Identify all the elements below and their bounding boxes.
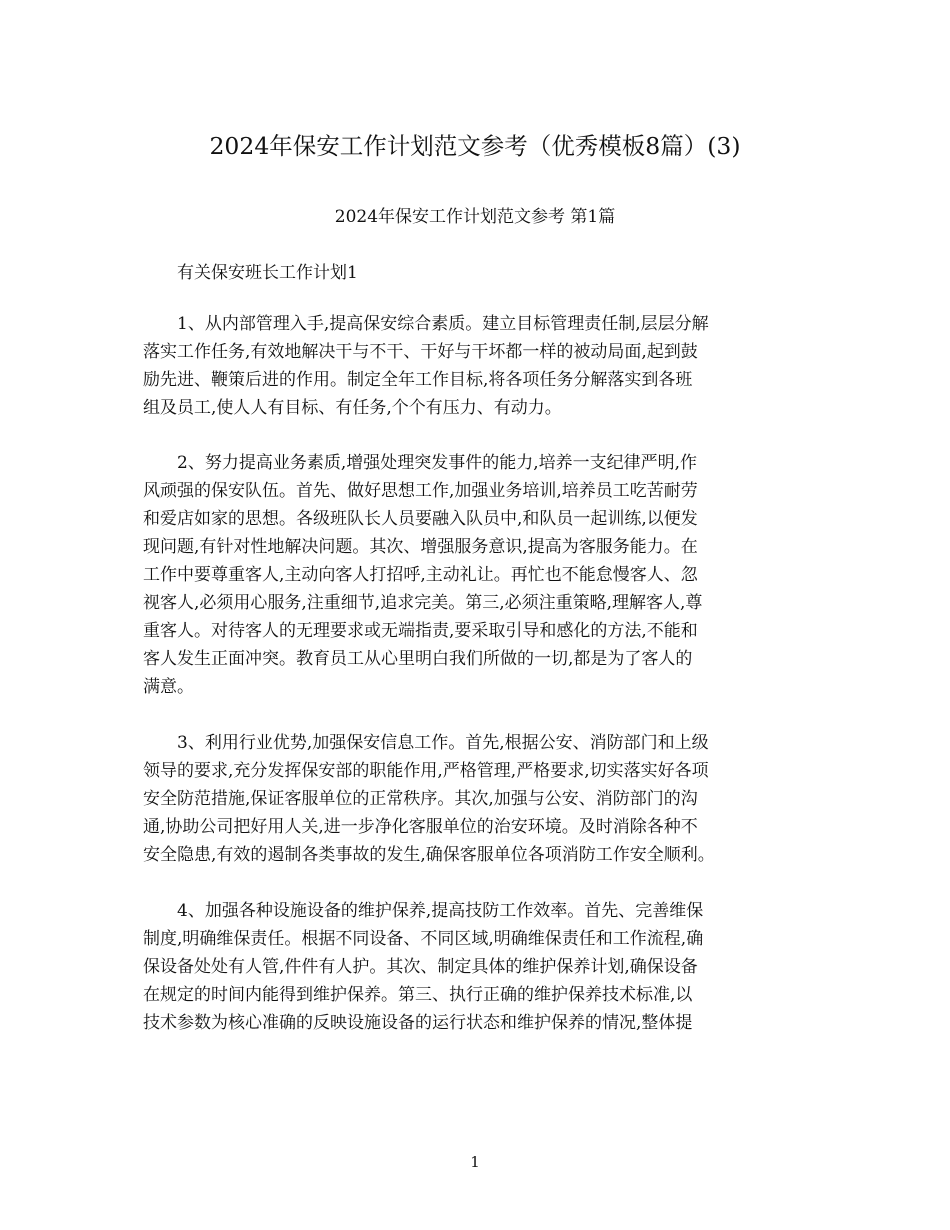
intro-paragraph (143, 259, 823, 287)
paragraph-1 (143, 310, 823, 422)
page-number: 1 (470, 1153, 480, 1171)
paragraph-line: 在规定的时间内能得到维护保养。第三、执行正确的维护保养技术标准,以 (143, 985, 693, 1005)
paragraph-line: 组及员工,使人人有目标、有任务,个个有压力、有动力。 (143, 398, 562, 418)
paragraph-line: 4、加强各种设施设备的维护保养,提高技防工作效率。首先、完善维保 (177, 901, 704, 921)
paragraph-line: 通,协助公司把好用人关,进一步净化客服单位的治安环境。及时消除各种不 (143, 817, 698, 837)
paragraph-line: 客人发生正面冲突。教育员工从心里明白我们所做的一切,都是为了客人的 (143, 649, 693, 669)
paragraph-4 (143, 897, 823, 1037)
paragraph-line: 满意。 (143, 677, 194, 697)
paragraph-line: 励先进、鞭策后进的作用。制定全年工作目标,将各项任务分解落实到各班 (143, 370, 693, 390)
paragraph-line: 2、努力提高业务素质,增强处理突发事件的能力,培养一支纪律严明,作 (177, 453, 698, 473)
paragraph-line: 1、从内部管理入手,提高保安综合素质。建立目标管理责任制,层层分解 (177, 314, 709, 334)
paragraph-line: 技术参数为核心准确的反映设施设备的运行状态和维护保养的情况,整体提 (143, 1013, 693, 1033)
paragraph-line: 安全隐患,有效的遏制各类事故的发生,确保客服单位各项消防工作安全顺利。 (143, 845, 715, 865)
paragraph-2 (143, 449, 823, 701)
paragraph-line: 保设备处处有人管,件件有人护。其次、制定具体的维护保养计划,确保设备 (143, 957, 698, 977)
document-title: 2024年保安工作计划范文参考（优秀模板8篇）(3) (209, 132, 741, 160)
paragraph-line: 和爱店如家的思想。各级班队长人员要融入队员中,和队员一起训练,以便发 (143, 509, 698, 529)
paragraph-3 (143, 729, 823, 869)
paragraph-line: 落实工作任务,有效地解决干与不干、干好与干坏都一样的被动局面,起到鼓 (143, 342, 698, 362)
section-heading: 2024年保安工作计划范文参考 第1篇 (334, 207, 616, 227)
paragraph-line: 安全防范措施,保证客服单位的正常秩序。其次,加强与公安、消防部门的沟 (143, 789, 698, 809)
paragraph-line: 工作中要尊重客人,主动向客人打招呼,主动礼让。再忙也不能怠慢客人、忽 (143, 565, 698, 585)
paragraph-line: 重客人。对待客人的无理要求或无端指责,要采取引导和感化的方法,不能和 (143, 621, 698, 641)
paragraph-line: 3、利用行业优势,加强保安信息工作。首先,根据公安、消防部门和上级 (177, 733, 709, 753)
intro-line: 有关保安班长工作计划1 (177, 263, 358, 283)
paragraph-line: 领导的要求,充分发挥保安部的职能作用,严格管理,严格要求,切实落实好各项 (143, 761, 709, 781)
paragraph-line: 制度,明确维保责任。根据不同设备、不同区域,明确维保责任和工作流程,确 (143, 929, 704, 949)
paragraph-line: 视客人,必须用心服务,注重细节,追求完美。第三,必须注重策略,理解客人,尊 (143, 593, 703, 613)
paragraph-line: 风顽强的保安队伍。首先、做好思想工作,加强业务培训,培养员工吃苦耐劳 (143, 481, 698, 501)
paragraph-line: 现问题,有针对性地解决问题。其次、增强服务意识,提高为客服务能力。在 (143, 537, 698, 557)
